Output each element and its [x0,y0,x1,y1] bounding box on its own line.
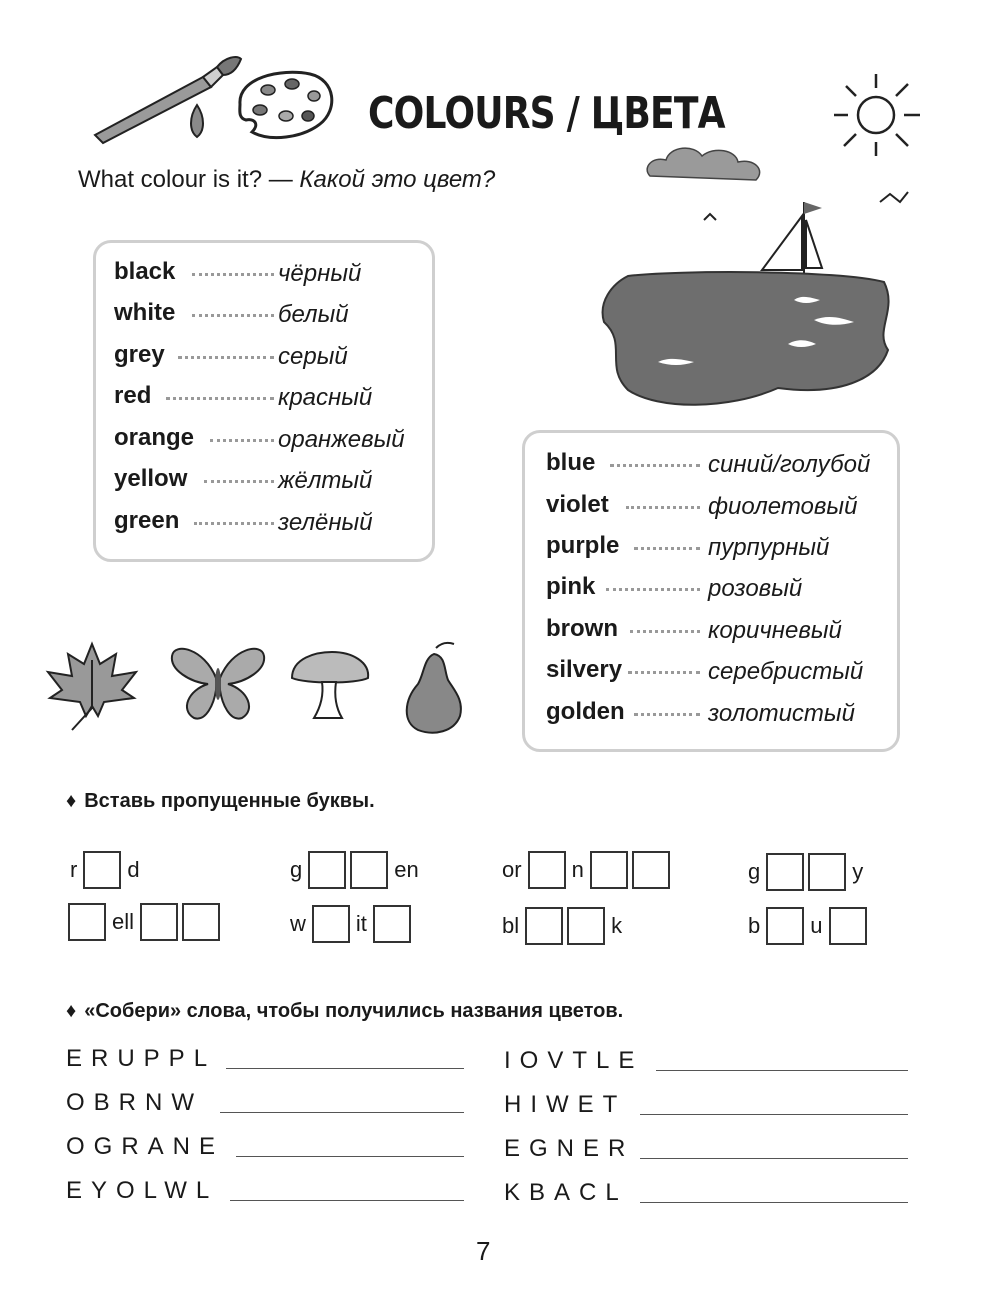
butterfly-icon [168,640,268,725]
vocab-row: black чёрный [114,258,362,287]
letter-box[interactable] [766,907,804,945]
cloud-icon [640,140,780,190]
letter-box[interactable] [632,851,670,889]
answer-line[interactable] [640,1158,908,1159]
scrambled-word: ERUPPL [66,1045,217,1072]
letter-box[interactable] [350,851,388,889]
answer-line[interactable] [640,1114,908,1115]
task2-instruction: ♦ «Собери» слова, чтобы получились названия цветов. [66,1000,624,1022]
fill-word: ell [66,900,222,944]
vocab-row: orange оранжевый [114,424,405,453]
page-number: 7 [476,1236,491,1266]
scrambled-word: EYOLWL [66,1177,219,1204]
letter-box[interactable] [766,853,804,891]
letter-box[interactable] [829,907,867,945]
vocab-row: red красный [114,382,373,411]
answer-line[interactable] [226,1068,464,1069]
fill-word: b u [744,904,869,948]
palette-icon [230,66,340,144]
vocab-row: golden золотистый [546,698,855,727]
task1-instruction: ♦ Вставь пропущенные буквы. [66,790,375,812]
vocab-row: pink розовый [546,573,803,602]
fill-word: w it [286,902,413,946]
fill-word: g y [744,850,867,894]
letter-box[interactable] [83,851,121,889]
letter-box[interactable] [808,853,846,891]
fill-word: or n [498,848,672,892]
letter-box[interactable] [312,905,350,943]
vocab-row: green зелёный [114,507,373,536]
answer-line[interactable] [230,1200,464,1201]
fill-word: g en [286,848,423,892]
letter-box[interactable] [140,903,178,941]
vocab-row: yellow жёлтый [114,465,373,494]
vocab-row: white белый [114,299,349,328]
scrambled-word: EGNER [504,1135,635,1162]
scrambled-word: OBRNW [66,1089,203,1116]
pear-icon [398,640,468,735]
vocab-row: purple пурпурный [546,532,830,561]
answer-line[interactable] [236,1156,464,1157]
fill-word: bl k [498,904,626,948]
subtitle: What colour is it? — Какой это цвет? [78,166,496,193]
answer-line[interactable] [656,1070,908,1071]
letter-box[interactable] [182,903,220,941]
maple-leaf-icon [42,640,142,735]
scrambled-word: KBACL [504,1179,628,1206]
sun-icon [828,70,928,160]
letter-box[interactable] [68,903,106,941]
letter-box[interactable] [528,851,566,889]
answer-line[interactable] [220,1112,464,1113]
scrambled-word: OGRANE [66,1133,225,1160]
letter-box[interactable] [525,907,563,945]
letter-box[interactable] [590,851,628,889]
fill-word: r d [66,848,144,892]
scrambled-word: IOVTLE [504,1047,644,1074]
letter-box[interactable] [373,905,411,943]
vocab-row: silvery серебристый [546,656,864,685]
letter-box[interactable] [308,851,346,889]
answer-line[interactable] [640,1202,908,1203]
scrambled-word: HIWET [504,1091,627,1118]
vocab-row: grey серый [114,341,348,370]
vocab-row: brown коричневый [546,615,842,644]
mushroom-icon [286,648,376,723]
vocab-row: violet фиолетовый [546,491,858,520]
sea-icon [598,270,898,420]
page-title: COLOURS / ЦВЕТА [368,88,725,139]
vocab-row: blue синий/голубой [546,449,871,478]
letter-box[interactable] [567,907,605,945]
